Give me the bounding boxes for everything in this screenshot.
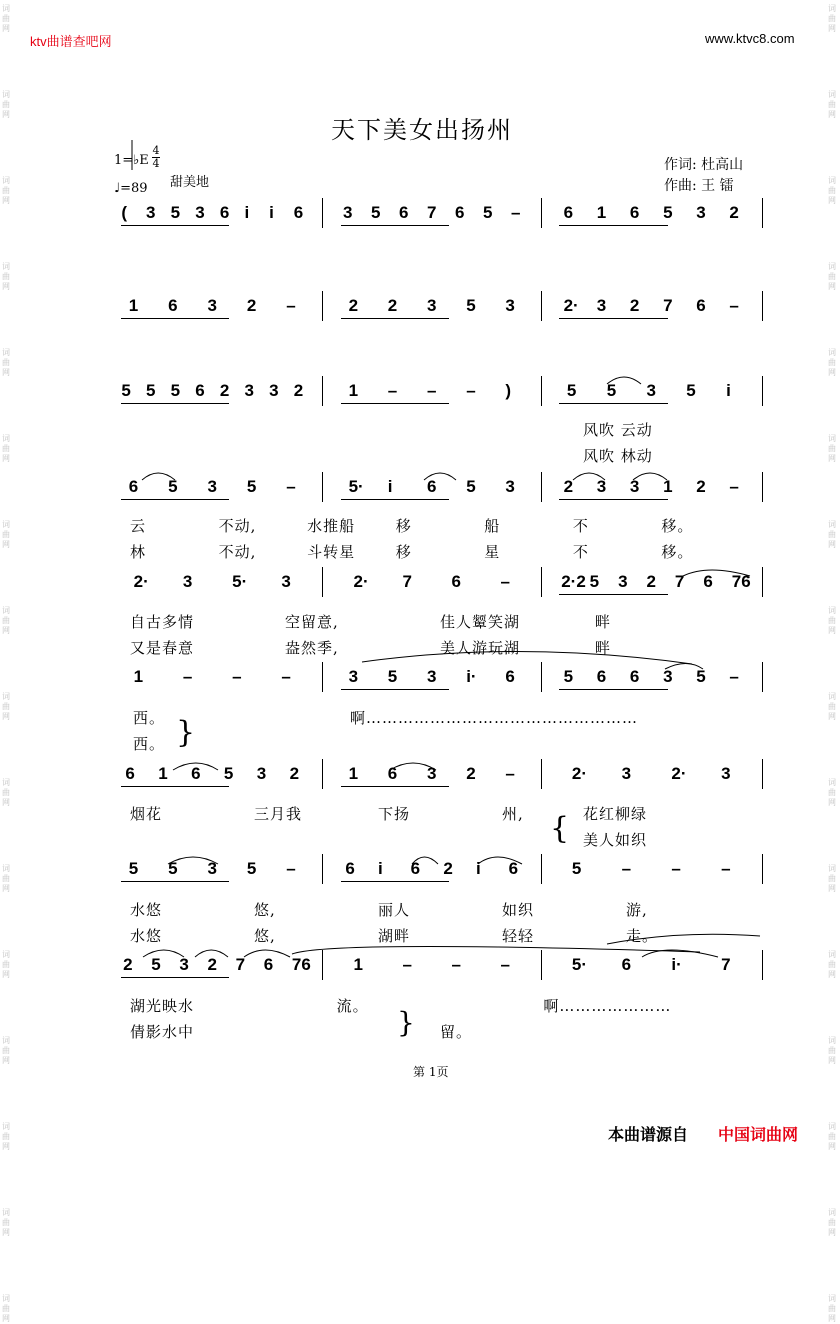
note-symbol: 3 — [696, 203, 706, 222]
note-symbol: 5 — [589, 572, 600, 591]
note-symbol: 5 — [606, 381, 617, 400]
bar-line — [762, 376, 763, 406]
beam-line — [559, 499, 668, 500]
watermark-text: 词曲网 — [2, 176, 10, 205]
note-symbol: 3 — [343, 203, 353, 222]
note-symbol: 1 — [353, 955, 363, 974]
bar-line — [541, 950, 542, 980]
bar-line — [541, 759, 542, 789]
bar-line — [541, 376, 542, 406]
note-symbol: 2· — [563, 296, 579, 315]
note-symbol: 6 — [293, 203, 304, 222]
note-symbol: 2 — [466, 764, 476, 783]
time-sig-bottom: 4 — [152, 157, 160, 170]
note-symbol: – — [286, 477, 296, 496]
note-symbol: 3 — [207, 296, 217, 315]
beam-line — [121, 786, 229, 787]
slur-mark — [292, 946, 700, 954]
time-signature — [152, 145, 160, 170]
lyric-word: 盎然季, — [285, 639, 339, 657]
beam-line — [341, 318, 449, 319]
note-symbol: 1 — [133, 667, 144, 686]
note-symbol: 5 — [246, 859, 257, 878]
note-symbol: 1 — [128, 296, 139, 315]
closing-brace: } — [176, 715, 196, 750]
watermark-text: 词曲网 — [828, 4, 836, 33]
note-symbol: 5 — [223, 764, 234, 783]
note-symbol: – — [286, 296, 296, 315]
note-symbol: 2· — [571, 764, 587, 783]
lyric-word: 移。 — [661, 543, 694, 561]
bar-line — [541, 854, 542, 884]
beam-line — [341, 403, 449, 404]
note-symbol: 2 — [563, 477, 574, 496]
note-symbol: 3 — [207, 477, 217, 496]
bar-line — [541, 198, 542, 228]
note-symbol: – — [671, 859, 681, 878]
lyric-word: 游, — [626, 901, 648, 919]
note-symbol: 5· — [571, 955, 587, 974]
note-symbol: 2 — [246, 296, 257, 315]
watermark-right — [826, 0, 840, 1323]
note-symbol: i — [476, 859, 481, 878]
lyric-word: 如织 — [502, 901, 535, 919]
watermark-text: 词曲网 — [2, 90, 10, 119]
beam-line — [341, 225, 449, 226]
note-symbol: 1 — [596, 203, 607, 222]
lyric-word: 美人如织 — [583, 831, 648, 849]
watermark-text: 词曲网 — [828, 520, 836, 549]
note-symbol: 3 — [195, 203, 205, 222]
watermark-text: 词曲网 — [828, 1122, 836, 1151]
note-symbol: – — [511, 203, 521, 222]
note-symbol: ( — [121, 203, 127, 222]
note-symbol: – — [729, 667, 739, 686]
note-symbol: 5 — [145, 381, 156, 400]
note-symbol: 3 — [663, 667, 673, 686]
note-symbol: – — [427, 381, 437, 400]
bar-line — [322, 759, 323, 789]
watermark-text: 词曲网 — [2, 434, 10, 463]
lyric-word: 悠, — [254, 901, 276, 919]
note-symbol: 2· — [133, 572, 149, 591]
note-symbol: i — [244, 203, 250, 222]
lyric-line: 风吹 林动 — [583, 447, 653, 465]
note-symbol: – — [182, 667, 193, 686]
note-symbol: 5 — [571, 859, 582, 878]
lyric-word: 州, — [502, 805, 524, 823]
note-symbol: i — [726, 381, 731, 400]
note-symbol: 3 — [179, 955, 189, 974]
watermark-text: 词曲网 — [2, 262, 10, 291]
note-symbol: 6 — [399, 203, 409, 222]
note-symbol: 5· — [348, 477, 364, 496]
note-symbol: 6 — [505, 667, 515, 686]
lyric-word: 林 — [130, 543, 147, 561]
note-symbol: 3 — [182, 572, 193, 591]
watermark-text: 词曲网 — [828, 434, 836, 463]
closing-brace: } — [397, 1006, 415, 1039]
note-symbol: 3 — [596, 477, 607, 496]
bar-line — [541, 291, 542, 321]
note-symbol: 5 — [466, 296, 476, 315]
note-symbol: 2 — [729, 203, 739, 222]
tempo-marking: ♩=89 — [114, 181, 148, 196]
note-symbol: 3 — [721, 764, 731, 783]
note-symbol: 3 — [244, 381, 254, 400]
bar-line — [762, 662, 763, 692]
slur-mark — [362, 651, 692, 664]
lyricist-credit: 作词: 杜高山 — [664, 157, 744, 173]
note-symbol: – — [721, 859, 731, 878]
note-symbol: – — [466, 381, 476, 400]
note-symbol: 6 — [410, 859, 421, 878]
lyric-word: 西。 — [133, 735, 166, 753]
note-symbol: 6 — [263, 955, 274, 974]
watermark-text: 词曲网 — [2, 348, 10, 377]
note-symbol: 6 — [219, 203, 230, 222]
bar-line — [762, 291, 763, 321]
note-symbol: 3 — [281, 572, 291, 591]
beam-line — [121, 403, 229, 404]
lyric-word: 移 — [395, 543, 412, 561]
site-url-right[interactable]: www.ktvc8.com — [705, 31, 795, 46]
lyric-word: 畔 — [595, 613, 612, 631]
note-symbol: 6 — [168, 296, 178, 315]
lyric-word: 移 — [395, 517, 412, 535]
time-sig-top: 4 — [152, 144, 160, 157]
note-symbol: 3 — [427, 667, 437, 686]
watermark-text: 词曲网 — [828, 1208, 836, 1237]
beam-line — [341, 786, 449, 787]
note-symbol: 6 — [195, 381, 205, 400]
site-link-left[interactable]: ktv曲谱查吧网 — [30, 34, 112, 49]
note-symbol: 3 — [646, 381, 656, 400]
lyric-word: 畔 — [595, 639, 612, 657]
watermark-text: 词曲网 — [828, 950, 836, 979]
song-title: 天下美女出扬州 — [331, 116, 513, 144]
watermark-left — [0, 0, 14, 1323]
lyric-word: 移。 — [661, 517, 694, 535]
note-symbol: 3 — [596, 296, 607, 315]
note-symbol: 5 — [121, 381, 131, 400]
lyric-word: 斗转星 — [307, 543, 356, 561]
bar-line — [322, 291, 323, 321]
beam-line — [559, 225, 668, 226]
lyric-word: 流。 — [336, 997, 369, 1015]
note-symbol: – — [500, 572, 510, 591]
watermark-text: 词曲网 — [2, 4, 10, 33]
note-symbol: 5· — [232, 572, 248, 591]
watermark-text: 词曲网 — [2, 1036, 10, 1065]
lyric-word: 不动, — [218, 517, 257, 535]
note-symbol: 5 — [466, 477, 476, 496]
note-symbol: i· — [466, 667, 477, 686]
footer-brand[interactable]: 中国词曲网 — [718, 1125, 799, 1144]
note-symbol: – — [281, 667, 291, 686]
note-symbol: 5 — [563, 667, 574, 686]
note-symbol: 2 — [219, 381, 230, 400]
note-symbol: 1 — [158, 764, 168, 783]
bar-line — [322, 854, 323, 884]
beam-line — [559, 318, 668, 319]
beam-line — [121, 318, 229, 319]
note-symbol: 3 — [621, 764, 632, 783]
watermark-text: 词曲网 — [2, 1122, 10, 1151]
watermark-text: 词曲网 — [828, 1294, 836, 1323]
key-signature: 1=♭E — [114, 153, 149, 168]
bar-line — [762, 567, 763, 597]
note-symbol: 7 — [721, 955, 731, 974]
note-symbol: 5 — [566, 381, 577, 400]
page-number: 第 1页 — [413, 1065, 449, 1079]
footer-source-label: 本曲谱源自 — [608, 1125, 689, 1144]
note-symbol: 7 — [402, 572, 412, 591]
bar-line — [541, 567, 542, 597]
watermark-text: 词曲网 — [2, 864, 10, 893]
watermark-text: 词曲网 — [2, 950, 10, 979]
bar-line — [322, 376, 323, 406]
lyric-word: 空留意, — [285, 613, 339, 631]
note-symbol: 2 — [348, 296, 359, 315]
note-symbol: 6 — [427, 477, 437, 496]
note-symbol: 3 — [256, 764, 267, 783]
note-symbol: 2 — [646, 572, 656, 591]
note-symbol: 3 — [427, 296, 437, 315]
beam-line — [121, 881, 229, 882]
note-symbol: – — [621, 859, 632, 878]
note-symbol: ) — [505, 381, 512, 400]
note-symbol: 6 — [387, 764, 398, 783]
watermark-text: 词曲网 — [828, 606, 836, 635]
lyric-word: 悠, — [254, 927, 276, 945]
note-symbol: 6 — [696, 296, 706, 315]
note-symbol: 76 — [291, 955, 311, 974]
note-symbol: 7 — [663, 296, 673, 315]
note-symbol: 2 — [387, 296, 398, 315]
note-symbol: 5 — [170, 381, 181, 400]
lyric-word: 丽人 — [378, 901, 411, 919]
lyric-word: 倩影水中 — [130, 1023, 195, 1041]
watermark-text: 词曲网 — [2, 606, 10, 635]
lyric-word: 西。 — [133, 709, 166, 727]
note-symbol: 3 — [618, 572, 628, 591]
note-symbol: 3 — [348, 667, 359, 686]
note-symbol: 76 — [731, 572, 751, 591]
lyric-word: 烟花 — [130, 805, 163, 823]
note-symbol: i — [387, 477, 393, 496]
note-symbol: 5 — [151, 955, 161, 974]
bar-line — [541, 472, 542, 502]
note-symbol: 2· — [353, 572, 369, 591]
bar-line — [322, 198, 323, 228]
beam-line — [559, 403, 668, 404]
note-symbol: 2 — [123, 955, 133, 974]
note-symbol: 6 — [455, 203, 465, 222]
watermark-text: 词曲网 — [828, 1036, 836, 1065]
note-symbol: 7 — [427, 203, 437, 222]
note-symbol: 1 — [348, 764, 359, 783]
beam-line — [121, 499, 229, 500]
beam-line — [559, 689, 668, 690]
lyric-word: 不 — [572, 517, 589, 535]
beam-line — [559, 594, 668, 595]
note-symbol: 6 — [621, 955, 632, 974]
note-symbol: – — [729, 477, 739, 496]
note-symbol: – — [232, 667, 242, 686]
lyric-word: 又是春意 — [130, 639, 195, 657]
bar-line — [762, 950, 763, 980]
lyric-word: 不动, — [218, 543, 257, 561]
bar-line — [322, 567, 323, 597]
lyric-word: 佳人颦笑湖 — [440, 613, 521, 631]
lyric-word: 水悠 — [130, 927, 163, 945]
note-symbol: 7 — [674, 572, 685, 591]
note-symbol: 5 — [170, 203, 181, 222]
slur-mark — [143, 950, 184, 957]
note-symbol: – — [402, 955, 412, 974]
watermark-text: 词曲网 — [2, 1208, 10, 1237]
note-symbol: 2 — [696, 477, 706, 496]
lyric-word: 湖光映水 — [130, 997, 195, 1015]
note-symbol: – — [505, 764, 515, 783]
watermark-text: 词曲网 — [2, 692, 10, 721]
note-symbol: 6 — [508, 859, 519, 878]
note-symbol: 5 — [663, 203, 673, 222]
mood-marking: 甜美地 — [170, 175, 210, 190]
note-symbol: 2 — [443, 859, 453, 878]
beam-line — [121, 225, 229, 226]
note-symbol: 6 — [629, 667, 640, 686]
watermark-text: 词曲网 — [828, 176, 836, 205]
note-symbol: 6 — [191, 764, 201, 783]
lyric-word: 水推船 — [307, 517, 356, 535]
note-symbol: 5 — [387, 667, 398, 686]
watermark-text: 词曲网 — [828, 778, 836, 807]
bar-line — [762, 854, 763, 884]
note-symbol: – — [387, 381, 398, 400]
note-symbol: 5 — [128, 859, 139, 878]
lyric-line: 风吹 云动 — [583, 421, 653, 439]
beam-line — [341, 689, 449, 690]
lyric-word: 自古多情 — [130, 613, 195, 631]
watermark-text: 词曲网 — [2, 778, 10, 807]
note-symbol: 6 — [629, 203, 640, 222]
lyric-word: 下扬 — [378, 805, 411, 823]
lyric-word: 湖畔 — [378, 927, 411, 945]
watermark-text: 词曲网 — [828, 348, 836, 377]
note-symbol: 6 — [596, 667, 607, 686]
note-symbol: 6 — [128, 477, 139, 496]
composer-credit: 作曲: 王 镭 — [664, 178, 734, 194]
opening-brace: { — [550, 811, 570, 846]
note-symbol: 5 — [246, 477, 257, 496]
beam-line — [341, 881, 449, 882]
lyric-word: 留。 — [440, 1023, 473, 1041]
note-symbol: 3 — [269, 381, 279, 400]
note-symbol: – — [729, 296, 739, 315]
note-symbol: 1 — [663, 477, 673, 496]
note-symbol: 2· — [671, 764, 687, 783]
watermark-text: 词曲网 — [828, 692, 836, 721]
note-symbol: 5 — [168, 477, 178, 496]
note-symbol: 6 — [563, 203, 574, 222]
note-symbol: 5 — [483, 203, 493, 222]
lyric-word: 水悠 — [130, 901, 163, 919]
lyric-word: 花红柳绿 — [583, 805, 648, 823]
note-symbol: 2 — [293, 381, 304, 400]
note-symbol: 3 — [505, 296, 515, 315]
note-symbol: 3 — [145, 203, 156, 222]
watermark-text: 词曲网 — [828, 90, 836, 119]
watermark-text: 词曲网 — [2, 520, 10, 549]
note-symbol: 3 — [629, 477, 640, 496]
lyric-word: 星 — [484, 543, 501, 561]
note-symbol: 7 — [235, 955, 246, 974]
note-symbol: 3 — [207, 859, 217, 878]
note-symbol: 2 — [629, 296, 640, 315]
bar-line — [541, 662, 542, 692]
note-symbol: 2 — [207, 955, 217, 974]
note-symbol: 5 — [371, 203, 381, 222]
note-symbol: 6 — [345, 859, 355, 878]
bar-line — [762, 759, 763, 789]
bar-line — [762, 472, 763, 502]
lyric-word: 啊………………… — [543, 997, 672, 1015]
note-symbol: 6 — [451, 572, 461, 591]
note-symbol: 2·2 — [561, 572, 586, 591]
note-symbol: 1 — [348, 381, 359, 400]
bar-line — [322, 950, 323, 980]
note-symbol: 6 — [703, 572, 713, 591]
beam-line — [121, 977, 229, 978]
note-symbol: i — [378, 859, 383, 878]
beam-line — [341, 499, 449, 500]
bar-line — [322, 472, 323, 502]
lyric-word: 不 — [572, 543, 589, 561]
watermark-text: 词曲网 — [828, 864, 836, 893]
lyric-word: 船 — [484, 517, 501, 535]
bar-line — [762, 198, 763, 228]
watermark-text: 词曲网 — [828, 262, 836, 291]
melisma-line: 啊…………………………………………… — [350, 709, 639, 727]
note-symbol: – — [500, 955, 510, 974]
note-symbol: 5 — [686, 381, 696, 400]
note-symbol: 5 — [168, 859, 178, 878]
note-symbol: 6 — [125, 764, 135, 783]
note-symbol: – — [451, 955, 461, 974]
note-symbol: – — [286, 859, 296, 878]
lyric-word: 美人游玩湖 — [440, 639, 521, 657]
note-symbol: i· — [671, 955, 682, 974]
note-symbol: 5 — [696, 667, 706, 686]
lyric-word: 轻轻 — [502, 927, 535, 945]
note-symbol: 3 — [505, 477, 515, 496]
lyric-word: 走。 — [626, 927, 659, 945]
lyric-word: 三月我 — [254, 805, 303, 823]
bar-line — [322, 662, 323, 692]
note-symbol: i — [269, 203, 274, 222]
lyric-word: 云 — [130, 517, 147, 535]
note-symbol: 2 — [289, 764, 300, 783]
watermark-text: 词曲网 — [2, 1294, 10, 1323]
note-symbol: 3 — [427, 764, 437, 783]
